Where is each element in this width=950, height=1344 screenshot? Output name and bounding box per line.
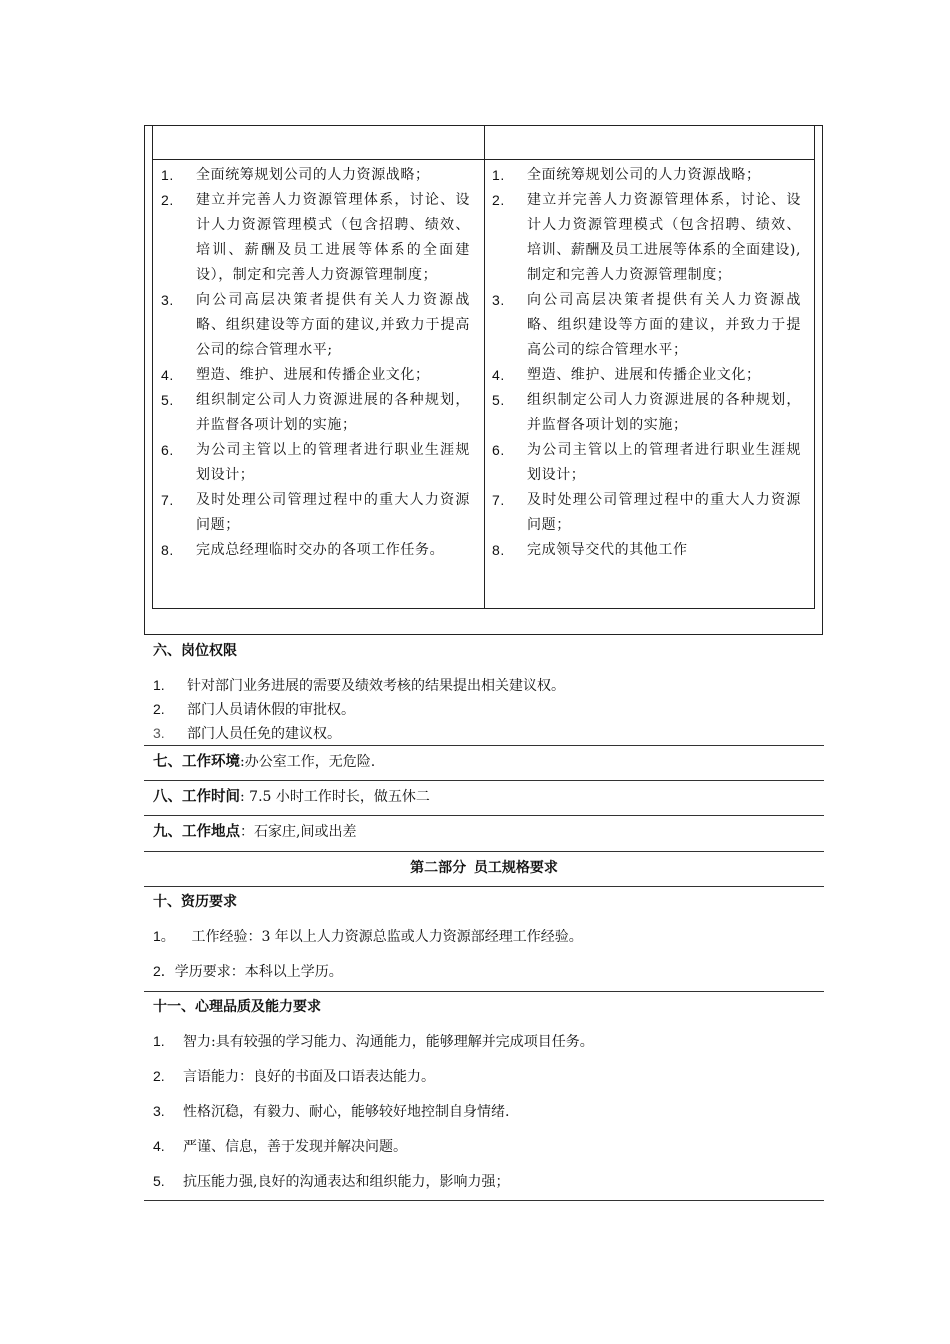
duty-item: 5. 组织制定公司人力资源进展的各种规划，并监督各项计划的实施； — [492, 392, 801, 433]
section-rule — [144, 1200, 824, 1201]
duty-item: 1. 全面统筹规划公司的人力资源战略； — [492, 167, 761, 183]
ability-item: 2. 言语能力：良好的书面及口语表达能力。 — [153, 1068, 435, 1085]
duties-column-right — [492, 163, 801, 563]
ability-item: 1. 智力:具有较强的学习能力、沟通能力，能够理解并完成项目任务。 — [153, 1033, 594, 1050]
ability-item: 3. 性格沉稳，有毅力、耐心，能够较好地控制自身情绪. — [153, 1103, 510, 1120]
duty-item: 6. 为公司主管以上的管理者进行职业生涯规划设计； — [161, 442, 470, 483]
section-rule — [144, 886, 824, 887]
part-two-title: 第二部分 员工规格要求 — [410, 859, 558, 875]
duty-item: 1. 全面统筹规划公司的人力资源战略； — [161, 167, 430, 183]
ability-item: 5. 抗压能力强,良好的沟通表达和组织能力，影响力强； — [153, 1173, 510, 1190]
section-rule — [144, 815, 824, 816]
section-rule — [144, 991, 824, 992]
authority-item: 2. 部门人员请休假的审批权。 — [153, 701, 355, 718]
ability-item: 4. 严谨、信息，善于发现并解决问题。 — [153, 1138, 407, 1155]
duty-item: 8. 完成总经理临时交办的各项工作任务。 — [161, 542, 445, 558]
duty-item: 8. 完成领导交代的其他工作 — [492, 542, 688, 558]
duty-item: 2. 建立并完善人力资源管理体系，讨论、设计人力资源管理模式（包含招聘、绩效、培训、薪酬及员工进展等体系的全面建设），制定和完善人力资源管理制度； — [161, 192, 470, 283]
duty-item: 7. 及时处理公司管理过程中的重大人力资源问题； — [492, 492, 801, 533]
section-rule — [144, 780, 824, 781]
duty-item: 2. 建立并完善人力资源管理体系，讨论、设计人力资源管理模式（包含招聘、绩效、培训、薪酬及员工进展等体系的全面建设),制定和完善人力资源管理制度； — [492, 192, 801, 283]
duty-item: 4. 塑造、维护、进展和传播企业文化； — [492, 367, 761, 383]
environment-row: 七、工作环境:办公室工作，无危险. — [153, 754, 376, 770]
duty-item: 4. 塑造、维护、进展和传播企业文化； — [161, 367, 430, 383]
authority-heading: 六、岗位权限 — [153, 642, 237, 658]
authority-item: 1. 针对部门业务进展的需要及绩效考核的结果提出相关建议权。 — [153, 677, 565, 694]
authority-item: 3. 部门人员任免的建议权。 — [153, 725, 341, 742]
duty-item: 3. 向公司高层决策者提供有关人力资源战略、组织建设等方面的建议，并致力于提高公司的综合管理水平； — [492, 292, 801, 358]
section-rule — [144, 745, 824, 746]
duty-item: 7. 及时处理公司管理过程中的重大人力资源问题； — [161, 492, 470, 533]
duties-column-left — [161, 163, 470, 563]
duty-item: 5. 组织制定公司人力资源进展的各种规划，并监督各项计划的实施； — [161, 392, 470, 433]
duty-item: 6. 为公司主管以上的管理者进行职业生涯规划设计； — [492, 442, 801, 483]
qualification-item: 2．学历要求：本科以上学历。 — [153, 963, 343, 980]
duties-table — [152, 125, 815, 609]
qualification-item: 1。 工作经验：3 年以上人力资源总监或人力资源部经理工作经验。 — [153, 928, 583, 945]
abilities-heading: 十一、心理品质及能力要求 — [153, 998, 321, 1014]
column-divider — [484, 125, 485, 608]
qualifications-heading: 十、资历要求 — [153, 893, 237, 909]
work-time-row: 八、工作时间: 7.5 小时工作时长，做五休二 — [153, 789, 430, 805]
duty-item: 3. 向公司高层决策者提供有关人力资源战略、组织建设等方面的建议,并致力于提高公司的综合管理水平; — [161, 292, 470, 358]
section-rule — [144, 851, 824, 852]
location-row: 九、工作地点：石家庄,间或出差 — [153, 824, 357, 840]
